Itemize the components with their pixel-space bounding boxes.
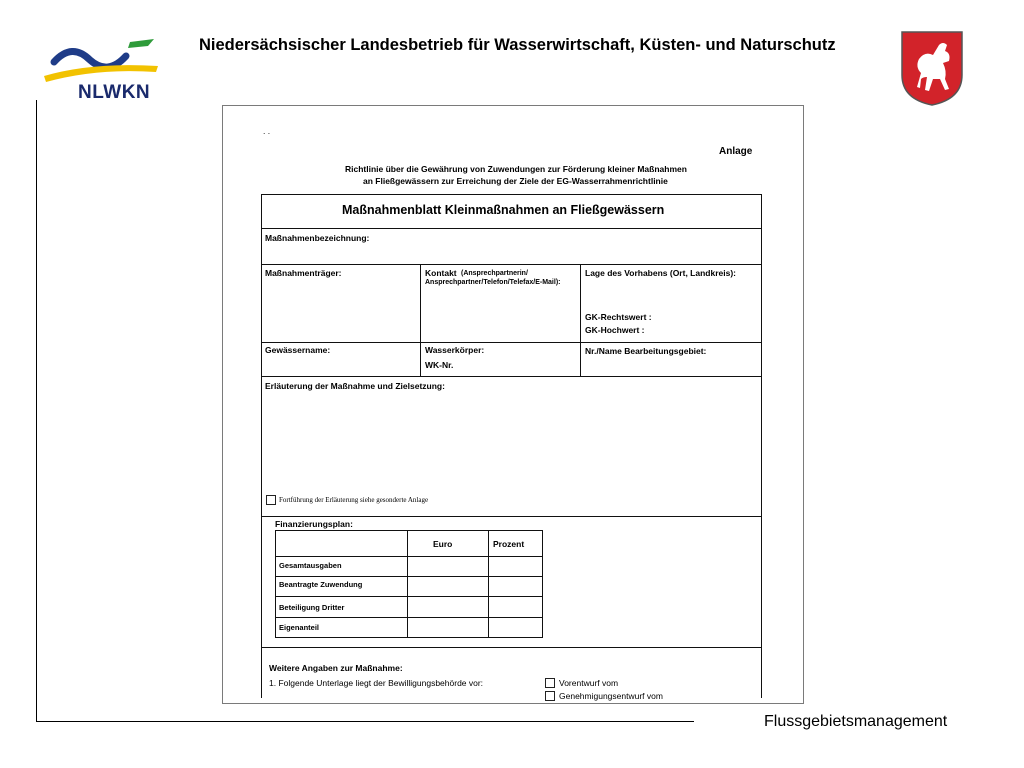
finanz-row: Beantragte Zuwendung bbox=[279, 580, 363, 589]
field-lage: Lage des Vorhabens (Ort, Landkreis): bbox=[585, 268, 736, 278]
finanz-col-prozent: Prozent bbox=[493, 539, 525, 549]
weitere-item1: 1. Folgende Unterlage liegt der Bewilligungsbehörde vor: bbox=[269, 678, 484, 688]
scanned-form bbox=[222, 105, 804, 704]
field-gewaessername: Gewässername: bbox=[265, 345, 331, 355]
anlage-label: Anlage bbox=[719, 146, 753, 157]
finanz-row: Gesamtausgaben bbox=[279, 561, 342, 570]
header-title: Niedersächsischer Landesbetrieb für Wasserwirtschaft, Küsten- und Naturschutz bbox=[199, 36, 836, 54]
weitere-opt1: Vorentwurf vom bbox=[559, 678, 619, 688]
scan-marks: . . bbox=[263, 126, 271, 136]
form-title: Maßnahmenblatt Kleinmaßnahmen an Fließgewässern bbox=[342, 203, 665, 217]
field-erlaeuterung: Erläuterung der Maßnahme und Zielsetzung: bbox=[265, 381, 445, 391]
field-fortfuehrung: Fortführung der Erläuterung siehe gesonderte Anlage bbox=[279, 496, 429, 504]
logo-text: NLWKN bbox=[78, 82, 151, 103]
field-rechtswert: GK-Rechtswert : bbox=[585, 312, 652, 322]
field-traeger: Maßnahmenträger: bbox=[265, 268, 342, 278]
directive-line1: Richtlinie über die Gewährung von Zuwendungen zur Förderung kleiner Maßnahmen bbox=[345, 164, 687, 174]
vorentwurf-checkbox bbox=[545, 678, 555, 688]
weitere-title: Weitere Angaben zur Maßnahme: bbox=[269, 663, 403, 673]
weitere-opt2: Genehmigungsentwurf vom bbox=[559, 691, 663, 701]
field-bezeichnung: Maßnahmenbezeichnung: bbox=[265, 233, 370, 243]
finanzierung-title: Finanzierungsplan: bbox=[275, 519, 353, 529]
finanz-row: Beteiligung Dritter bbox=[279, 603, 345, 612]
finanz-row: Eigenanteil bbox=[279, 623, 320, 632]
field-hochwert: GK-Hochwert : bbox=[585, 325, 645, 335]
field-kontakt-detail1: (Ansprechpartnerin/ bbox=[461, 270, 528, 277]
field-bearbeitungsgebiet: Nr./Name Bearbeitungsgebiet: bbox=[585, 346, 707, 356]
field-wk-nr: WK-Nr. bbox=[425, 360, 454, 370]
left-rule bbox=[36, 100, 37, 722]
finanz-col-euro: Euro bbox=[433, 539, 453, 549]
directive-line2: an Fließgewässern zur Erreichung der Ziele der EG-Wasserrahmenrichtlinie bbox=[363, 176, 668, 186]
footer-label: Flussgebietsmanagement bbox=[764, 713, 948, 730]
field-wasserkoerper: Wasserkörper: bbox=[425, 345, 485, 355]
genehmigungsentwurf-checkbox bbox=[545, 691, 555, 701]
field-kontakt: Kontakt bbox=[425, 268, 457, 278]
bottom-rule bbox=[36, 721, 694, 722]
field-kontakt-detail2: Ansprechpartner/Telefon/Telefax/E-Mail): bbox=[425, 279, 561, 286]
lower-saxony-crest-icon bbox=[899, 29, 965, 112]
fortfuehrung-checkbox bbox=[266, 495, 276, 505]
